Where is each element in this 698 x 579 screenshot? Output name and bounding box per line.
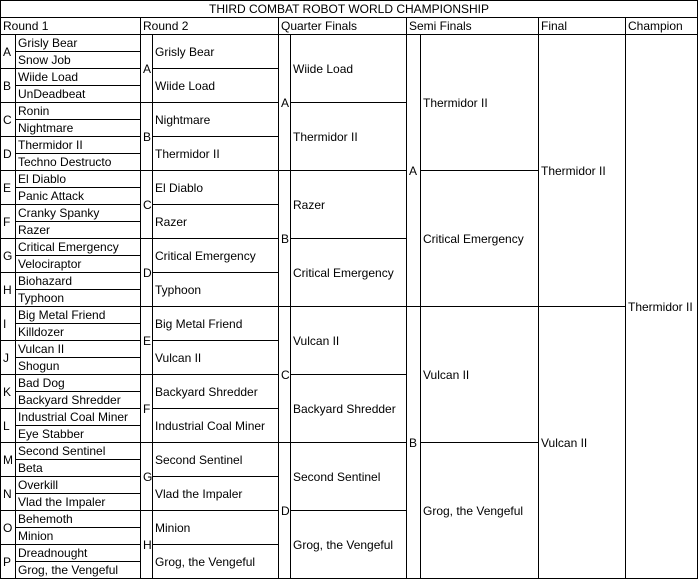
round1-group-label: K — [0, 374, 16, 409]
final-robot: Thermidor II — [538, 34, 626, 307]
semi-final-group-label: B — [406, 306, 421, 579]
round2-robot: Grog, the Vengeful — [152, 544, 279, 579]
quarter-final-robot: Backyard Shredder — [290, 374, 407, 443]
round2-robot: Big Metal Friend — [152, 306, 279, 341]
round1-robot: Grog, the Vengeful — [15, 561, 141, 579]
round1-robot: Bad Dog — [15, 374, 141, 392]
quarter-final-robot: Grog, the Vengeful — [290, 510, 407, 579]
semi-final-robot: Thermidor II — [420, 34, 539, 171]
round2-group-label: B — [140, 102, 153, 171]
round2-group-label: C — [140, 170, 153, 239]
round1-robot: Backyard Shredder — [15, 391, 141, 409]
round2-robot: Wiide Load — [152, 68, 279, 103]
round1-robot: Second Sentinel — [15, 442, 141, 460]
round1-robot: Beta — [15, 459, 141, 477]
round1-group-label: D — [0, 136, 16, 171]
semi-final-robot: Vulcan II — [420, 306, 539, 443]
round2-robot: Critical Emergency — [152, 238, 279, 273]
champion-robot: Thermidor II — [625, 34, 698, 579]
quarter-final-group-label: A — [278, 34, 291, 171]
quarter-final-robot: Razer — [290, 170, 407, 239]
round1-group-label: G — [0, 238, 16, 273]
round1-group-label: C — [0, 102, 16, 137]
header-quarter-finals: Quarter Finals — [278, 17, 407, 35]
round1-robot: Grisly Bear — [15, 34, 141, 52]
quarter-final-robot: Thermidor II — [290, 102, 407, 171]
round1-robot: Nightmare — [15, 119, 141, 137]
round1-robot: Biohazard — [15, 272, 141, 290]
round2-robot: Typhoon — [152, 272, 279, 307]
round1-robot: Typhoon — [15, 289, 141, 307]
round1-group-label: P — [0, 544, 16, 579]
header-round-1: Round 1 — [0, 17, 141, 35]
round1-robot: Big Metal Friend — [15, 306, 141, 324]
round1-robot: Panic Attack — [15, 187, 141, 205]
round1-robot: Minion — [15, 527, 141, 545]
quarter-final-robot: Second Sentinel — [290, 442, 407, 511]
round2-group-label: H — [140, 510, 153, 579]
round1-robot: Razer — [15, 221, 141, 239]
quarter-final-robot: Critical Emergency — [290, 238, 407, 307]
header-semi-finals: Semi Finals — [406, 17, 539, 35]
round2-robot: El Diablo — [152, 170, 279, 205]
round2-robot: Razer — [152, 204, 279, 239]
round2-robot: Nightmare — [152, 102, 279, 137]
round1-group-label: B — [0, 68, 16, 103]
round2-group-label: F — [140, 374, 153, 443]
round1-group-label: N — [0, 476, 16, 511]
round1-robot: Killdozer — [15, 323, 141, 341]
header-final: Final — [538, 17, 626, 35]
round2-group-label: E — [140, 306, 153, 375]
round2-robot: Vulcan II — [152, 340, 279, 375]
round1-robot: Behemoth — [15, 510, 141, 528]
round2-robot: Thermidor II — [152, 136, 279, 171]
round2-group-label: G — [140, 442, 153, 511]
round1-group-label: I — [0, 306, 16, 341]
round1-robot: Critical Emergency — [15, 238, 141, 256]
quarter-final-group-label: D — [278, 442, 291, 579]
round1-robot: Eye Stabber — [15, 425, 141, 443]
semi-final-group-label: A — [406, 34, 421, 307]
quarter-final-group-label: C — [278, 306, 291, 443]
round1-group-label: F — [0, 204, 16, 239]
final-robot: Vulcan II — [538, 306, 626, 579]
header-round-2: Round 2 — [140, 17, 279, 35]
quarter-final-robot: Vulcan II — [290, 306, 407, 375]
round1-robot: Thermidor II — [15, 136, 141, 154]
round1-group-label: M — [0, 442, 16, 477]
round1-robot: Shogun — [15, 357, 141, 375]
round1-robot: Wiide Load — [15, 68, 141, 86]
round1-robot: Vulcan II — [15, 340, 141, 358]
round1-robot: Snow Job — [15, 51, 141, 69]
round1-robot: Industrial Coal Miner — [15, 408, 141, 426]
semi-final-robot: Critical Emergency — [420, 170, 539, 307]
round1-robot: Techno Destructo — [15, 153, 141, 171]
round1-group-label: H — [0, 272, 16, 307]
round1-group-label: O — [0, 510, 16, 545]
page-title: THIRD COMBAT ROBOT WORLD CHAMPIONSHIP — [0, 0, 698, 18]
round1-robot: Cranky Spanky — [15, 204, 141, 222]
round1-robot: UnDeadbeat — [15, 85, 141, 103]
round1-robot: El Diablo — [15, 170, 141, 188]
round1-robot: Dreadnought — [15, 544, 141, 562]
round2-group-label: D — [140, 238, 153, 307]
round2-group-label: A — [140, 34, 153, 103]
round1-robot: Ronin — [15, 102, 141, 120]
quarter-final-group-label: B — [278, 170, 291, 307]
round1-group-label: L — [0, 408, 16, 443]
round1-group-label: J — [0, 340, 16, 375]
header-champion: Champion — [625, 17, 698, 35]
round2-robot: Backyard Shredder — [152, 374, 279, 409]
round2-robot: Vlad the Impaler — [152, 476, 279, 511]
round1-robot: Vlad the Impaler — [15, 493, 141, 511]
round2-robot: Industrial Coal Miner — [152, 408, 279, 443]
round1-group-label: E — [0, 170, 16, 205]
round2-robot: Minion — [152, 510, 279, 545]
round1-robot: Overkill — [15, 476, 141, 494]
round1-robot: Velociraptor — [15, 255, 141, 273]
semi-final-robot: Grog, the Vengeful — [420, 442, 539, 579]
quarter-final-robot: Wiide Load — [290, 34, 407, 103]
round2-robot: Grisly Bear — [152, 34, 279, 69]
round2-robot: Second Sentinel — [152, 442, 279, 477]
round1-group-label: A — [0, 34, 16, 69]
